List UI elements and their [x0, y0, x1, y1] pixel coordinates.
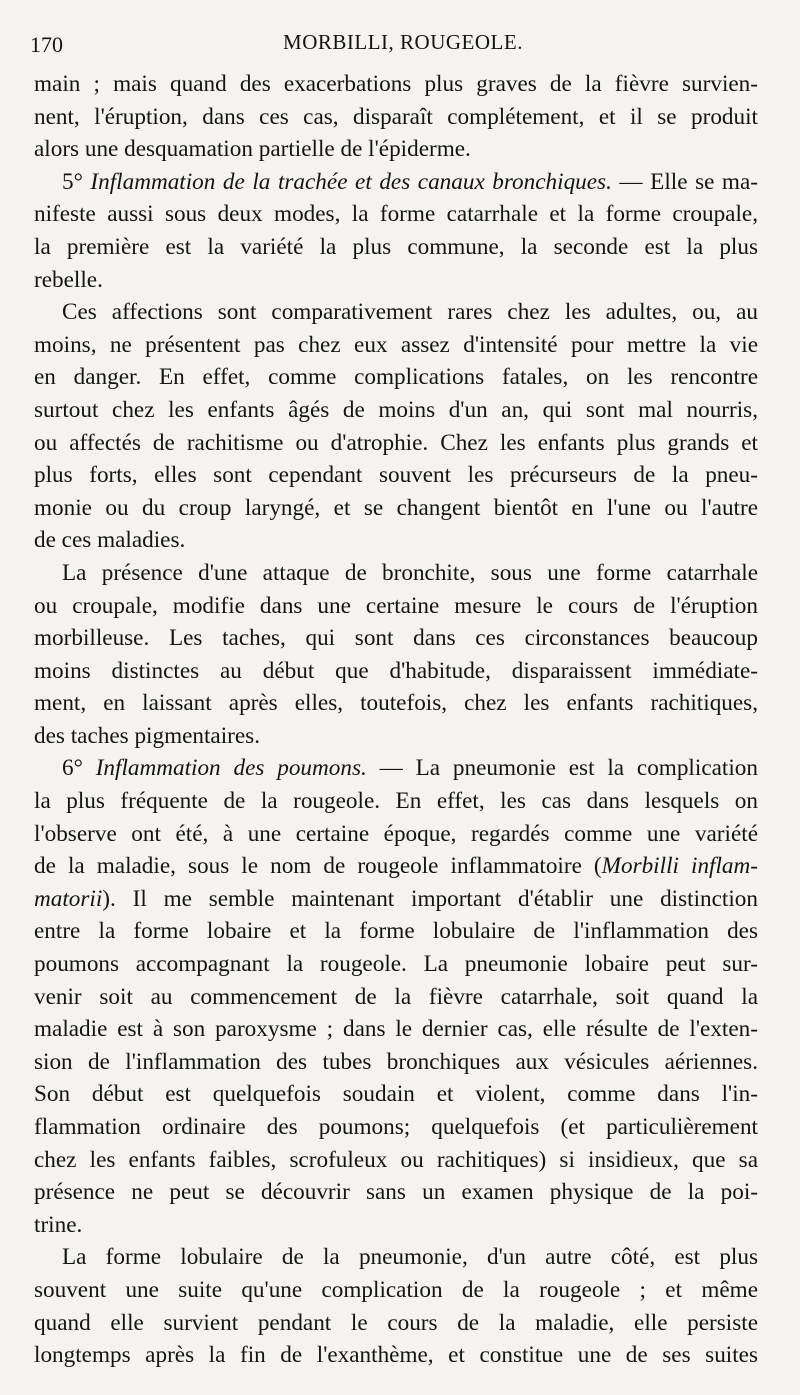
text-line: présence ne peut se découvrir sans un examen physique de la poi- — [34, 1179, 758, 1206]
italic-heading: Inflammation des poumons. — [95, 755, 367, 782]
text-line: entre la forme lobaire et la forme lobulaire de l'inflammation des — [34, 918, 758, 945]
text-line: de ces maladies. — [34, 527, 186, 554]
text-line: flammation ordinaire des poumons; quelquefois (et particulièrement — [34, 1114, 758, 1140]
text-line: poumons accompagnant la rougeole. La pneumonie lobaire peut sur- — [34, 951, 758, 978]
text-line: souvent une suite qu'une complication de la rougeole ; et même — [34, 1276, 758, 1303]
text-line: nifeste aussi sous deux modes, la forme catarrhale et la forme croupale, — [34, 201, 758, 228]
text-run: — Elle se ma- — [611, 168, 758, 195]
text-line: maladie est à son paroxysme ; dans le dernier cas, elle résulte de l'exten- — [34, 1016, 758, 1043]
text-line — [34, 883, 758, 916]
text-line: morbilleuse. Les taches, qui sont dans ces circonstances beaucoup — [34, 625, 758, 652]
text-line: rebelle. — [34, 266, 103, 293]
text-line: la première est la variété la plus commune, la seconde est la plus — [34, 233, 758, 260]
text-line: monie ou du croup laryngé, et se changent bientôt en l'une ou l'autre — [34, 494, 758, 521]
text-line: La forme lobulaire de la pneumonie, d'un autre côté, est plus — [62, 1244, 758, 1271]
page-number: 170 — [30, 32, 63, 57]
italic-heading: matorii — [34, 885, 103, 912]
text-line: moins, ne présentent pas chez eux assez d'intensité pour mettre la vie — [34, 331, 758, 358]
text-line: alors une desquamation partielle de l'épiderme. — [34, 136, 471, 163]
text-line: nent, l'éruption, dans ces cas, disparaît complétement, et il se produit — [34, 103, 758, 130]
text-line: ment, en laissant après elles, toutefois, chez les enfants rachitiques, — [34, 690, 758, 717]
text-line: surtout chez les enfants âgés de moins d'un an, qui sont mal nourris, — [34, 396, 758, 423]
page-header — [30, 30, 776, 64]
body-text — [34, 68, 758, 1372]
text-line: longtemps après la fin de l'exanthème, et constitue une de ses suites — [34, 1342, 758, 1369]
text-line — [34, 166, 758, 199]
text-line: plus forts, elles sont cependant souvent les précurseurs de la pneu- — [34, 462, 758, 489]
text-line: la plus fréquente de la rougeole. En effet, les cas dans lesquels on — [34, 788, 758, 815]
text-run: 6° — [62, 755, 96, 782]
text-line — [34, 850, 758, 883]
text-line: moins distinctes au début que d'habitude, disparaissent immédiate- — [34, 657, 758, 684]
text-line: l'observe ont été, à une certaine époque, regardés comme une variété — [34, 820, 758, 847]
text-run: de la maladie, sous le nom de rougeole inflammatoire ( — [34, 853, 602, 880]
text-line: en danger. En effet, comme complications fatales, on les rencontre — [34, 364, 758, 391]
text-run: ). Il me semble maintenant important d'établir une distinction — [102, 885, 758, 912]
text-line: sion de l'inflammation des tubes bronchiques aux vésicules aériennes. — [34, 1048, 758, 1075]
text-line: ou croupale, modifie dans une certaine mesure le cours de l'éruption — [34, 592, 758, 619]
text-line: chez les enfants faibles, scrofuleux ou rachitiques) si insidieux, que sa — [34, 1146, 758, 1173]
italic-heading: Inflammation de la trachée et des canaux bronchiques. — [90, 168, 612, 195]
running-title: MORBILLI, ROUGEOLE. — [283, 30, 523, 54]
text-line: venir soit au commencement de la fièvre catarrhale, soit quand la — [34, 983, 758, 1010]
text-line: ou affectés de rachitisme ou d'atrophie. Chez les enfants plus grands et — [34, 429, 758, 456]
italic-heading: Morbilli inflam- — [601, 853, 758, 880]
text-line: Son début est quelquefois soudain et violent, comme dans l'in- — [34, 1081, 758, 1108]
text-line — [34, 752, 758, 785]
text-run: 5° — [62, 168, 91, 195]
text-line: des taches pigmentaires. — [34, 722, 260, 749]
text-line: La présence d'une attaque de bronchite, sous une forme catarrhale — [62, 559, 758, 586]
text-line: trine. — [34, 1211, 83, 1238]
text-line: quand elle survient pendant le cours de la maladie, elle persiste — [34, 1309, 758, 1336]
text-line: Ces affections sont comparativement rares chez les adultes, ou, au — [62, 299, 758, 326]
text-line: main ; mais quand des exacerbations plus graves de la fièvre survien- — [34, 71, 758, 97]
text-run: — La pneumonie est la complication — [366, 755, 758, 782]
